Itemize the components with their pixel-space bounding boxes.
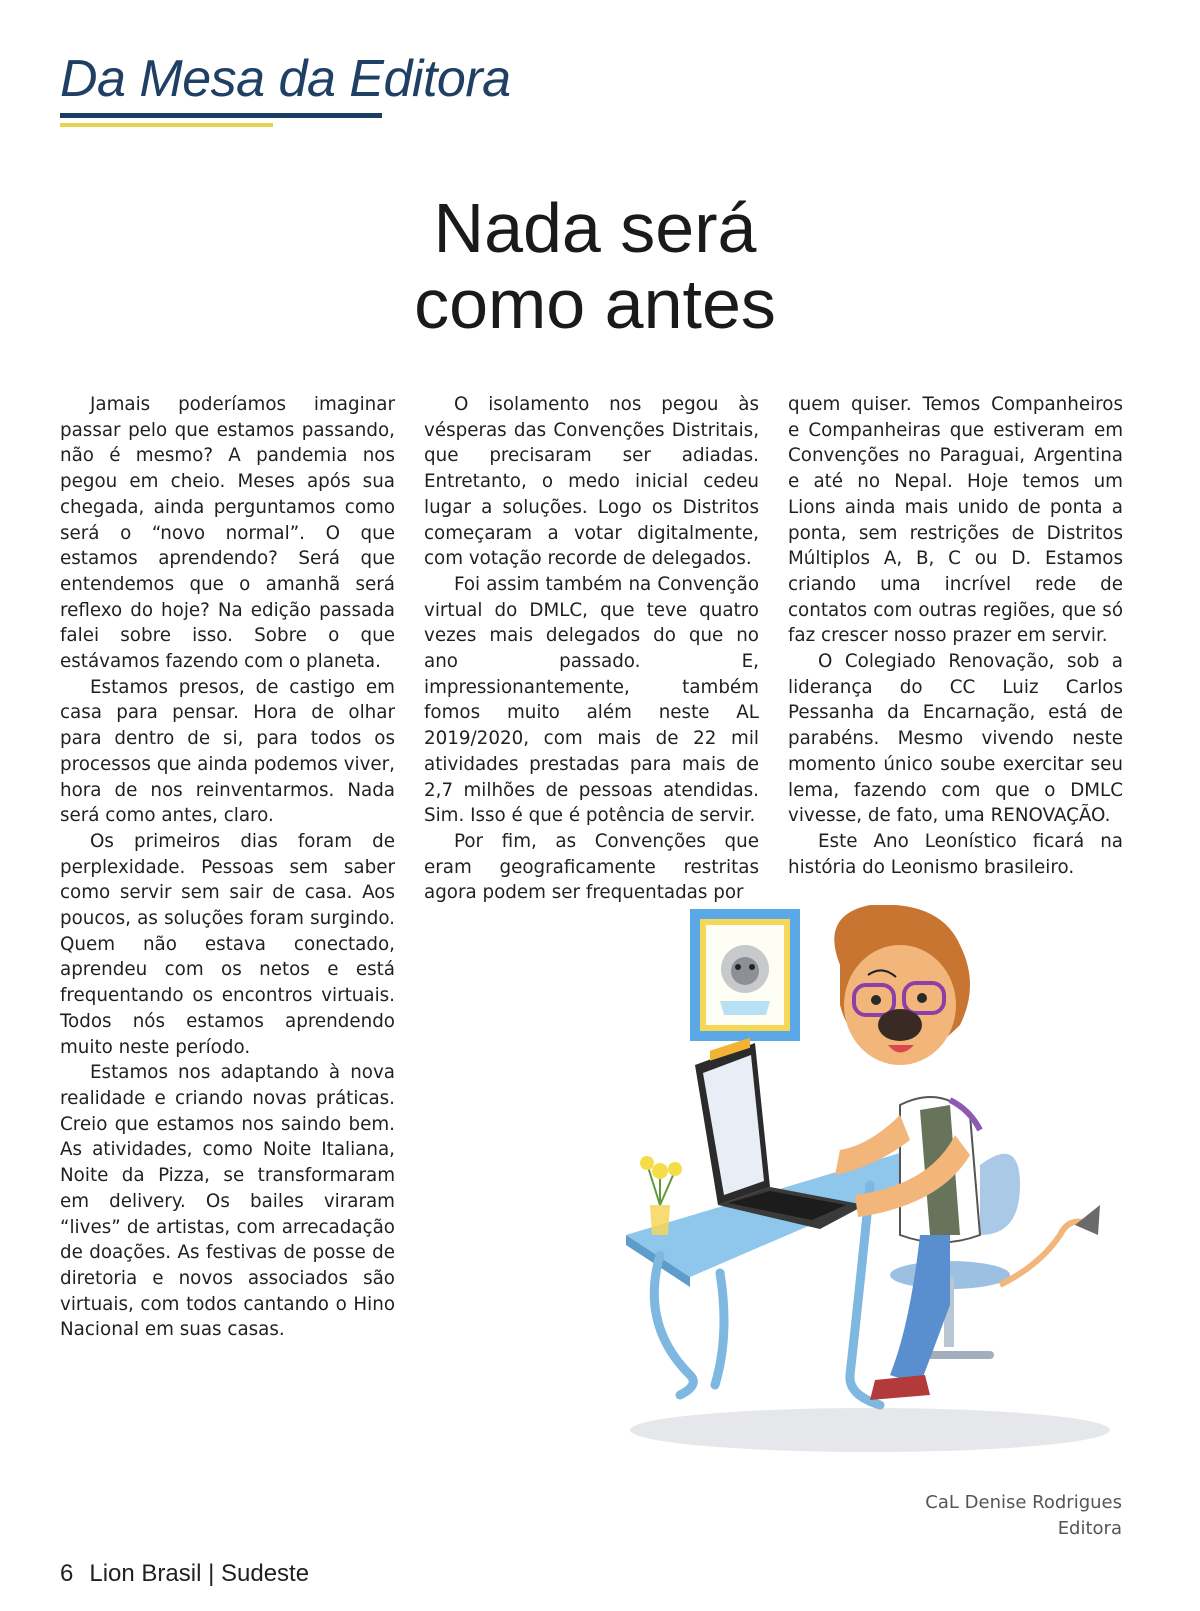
laptop [695, 1038, 865, 1229]
article-column-3 [788, 392, 1123, 880]
article-paragraph: Estamos presos, de castigo em casa para pensar. Hora de olhar para dentro de si, para todos os processos que ainda podemos viver, hora de nos reinventarmos. Nada será como antes, claro. [60, 676, 395, 827]
byline-name: CaL Denise Rodrigues [925, 1492, 1122, 1513]
article-paragraph: Foi assim também na Convenção virtual do DMLC, que teve quatro vezes mais delegados do que no ano passado. E, impressionantemente, também fomos muito além neste AL 2019/2020, com mais de 22 mil atividades prestadas para mais de 2,7 milhões de pessoas atendidas. Sim. Isso é que é potência de servir. [424, 573, 759, 827]
page-number: 6 [60, 1560, 74, 1587]
framed-picture [690, 909, 800, 1041]
article-column-1 [60, 392, 395, 1343]
article-paragraph: Os primeiros dias foram de perplexidade. Pessoas sem saber como servir sem sair de casa. Aos poucos, as soluções foram surgindo. Quem não estava conectado, aprendeu com os netos e está frequentando os encontros virtuais. Todos nós estamos aprendendo muito neste período. [60, 830, 395, 1058]
article-column-2 [424, 392, 759, 906]
lioness-head [834, 905, 970, 1065]
publication-name: Lion Brasil | Sudeste [89, 1560, 310, 1587]
article-paragraph: Este Ano Leonístico ficará na história do Leonismo brasileiro. [788, 830, 1123, 878]
lioness-illustration [620, 905, 1140, 1460]
byline [925, 1490, 1122, 1542]
floor-shadow [630, 1408, 1110, 1452]
headline [330, 190, 860, 342]
header-rule-navy [60, 113, 382, 118]
headline-line-2: como antes [414, 265, 776, 343]
section-header [60, 48, 511, 110]
article-paragraph: O Colegiado Renovação, sob a liderança do CC Luiz Carlos Pessanha da Encarnação, está de parabéns. Mesmo vivendo neste momento único soube exercitar seu lema, fazendo com que o DMLC vivesse, de fato, uma RENOVAÇÃO. [788, 651, 1123, 827]
header-rule-yellow [60, 123, 273, 127]
article-paragraph: Jamais poderíamos imaginar passar pelo que estamos passando, não é mesmo? A pandemia nos pegou em cheio. Meses após sua chegada, ainda perguntamos como será o “novo normal”. O que estamos aprendendo? Será que entendemos que o amanhã será reflexo do hoje? Na edição passada falei sobre isso. Sobre o que estávamos fazendo com o planeta. [60, 394, 395, 673]
article-paragraph: Estamos nos adaptando à nova realidade e criando novas práticas. Creio que estamos nos saindo bem. As atividades, como Noite Italiana, Noite da Pizza, se transformaram em delivery. Os bailes viraram “lives” de artistas, com arrecadação de doações. As festivas de posse de diretoria e novos associados são virtuais, com todos cantando o Hino Nacional em suas casas. [60, 1062, 395, 1341]
article-paragraph: quem quiser. Temos Companheiros e Companheiras que estiveram em Convenções no Paraguai, Argentina e até no Nepal. Hoje temos um Lions ainda mais unido de ponta a ponta, sem restrições de Distritos Múltiplos A, B, C ou D. Estamos criando uma incrível rede de contatos com outras regiões, que só faz crescer nosso prazer em servir. [788, 394, 1123, 647]
byline-role: Editora [1057, 1518, 1122, 1539]
article-paragraph: O isolamento nos pegou às vésperas das Convenções Distritais, que precisaram ser adiadas. Entretanto, o medo inicial cedeu lugar a soluções. Logo os Distritos começaram a votar digitalmente, com votação recorde de delegados. [424, 394, 759, 570]
page-footer [60, 1560, 309, 1588]
headline-line-1: Nada será [433, 189, 757, 267]
section-title: Da Mesa da Editora [60, 50, 511, 108]
article-paragraph: Por fim, as Convenções que eram geograficamente restritas agora podem ser frequentadas por [424, 830, 759, 904]
